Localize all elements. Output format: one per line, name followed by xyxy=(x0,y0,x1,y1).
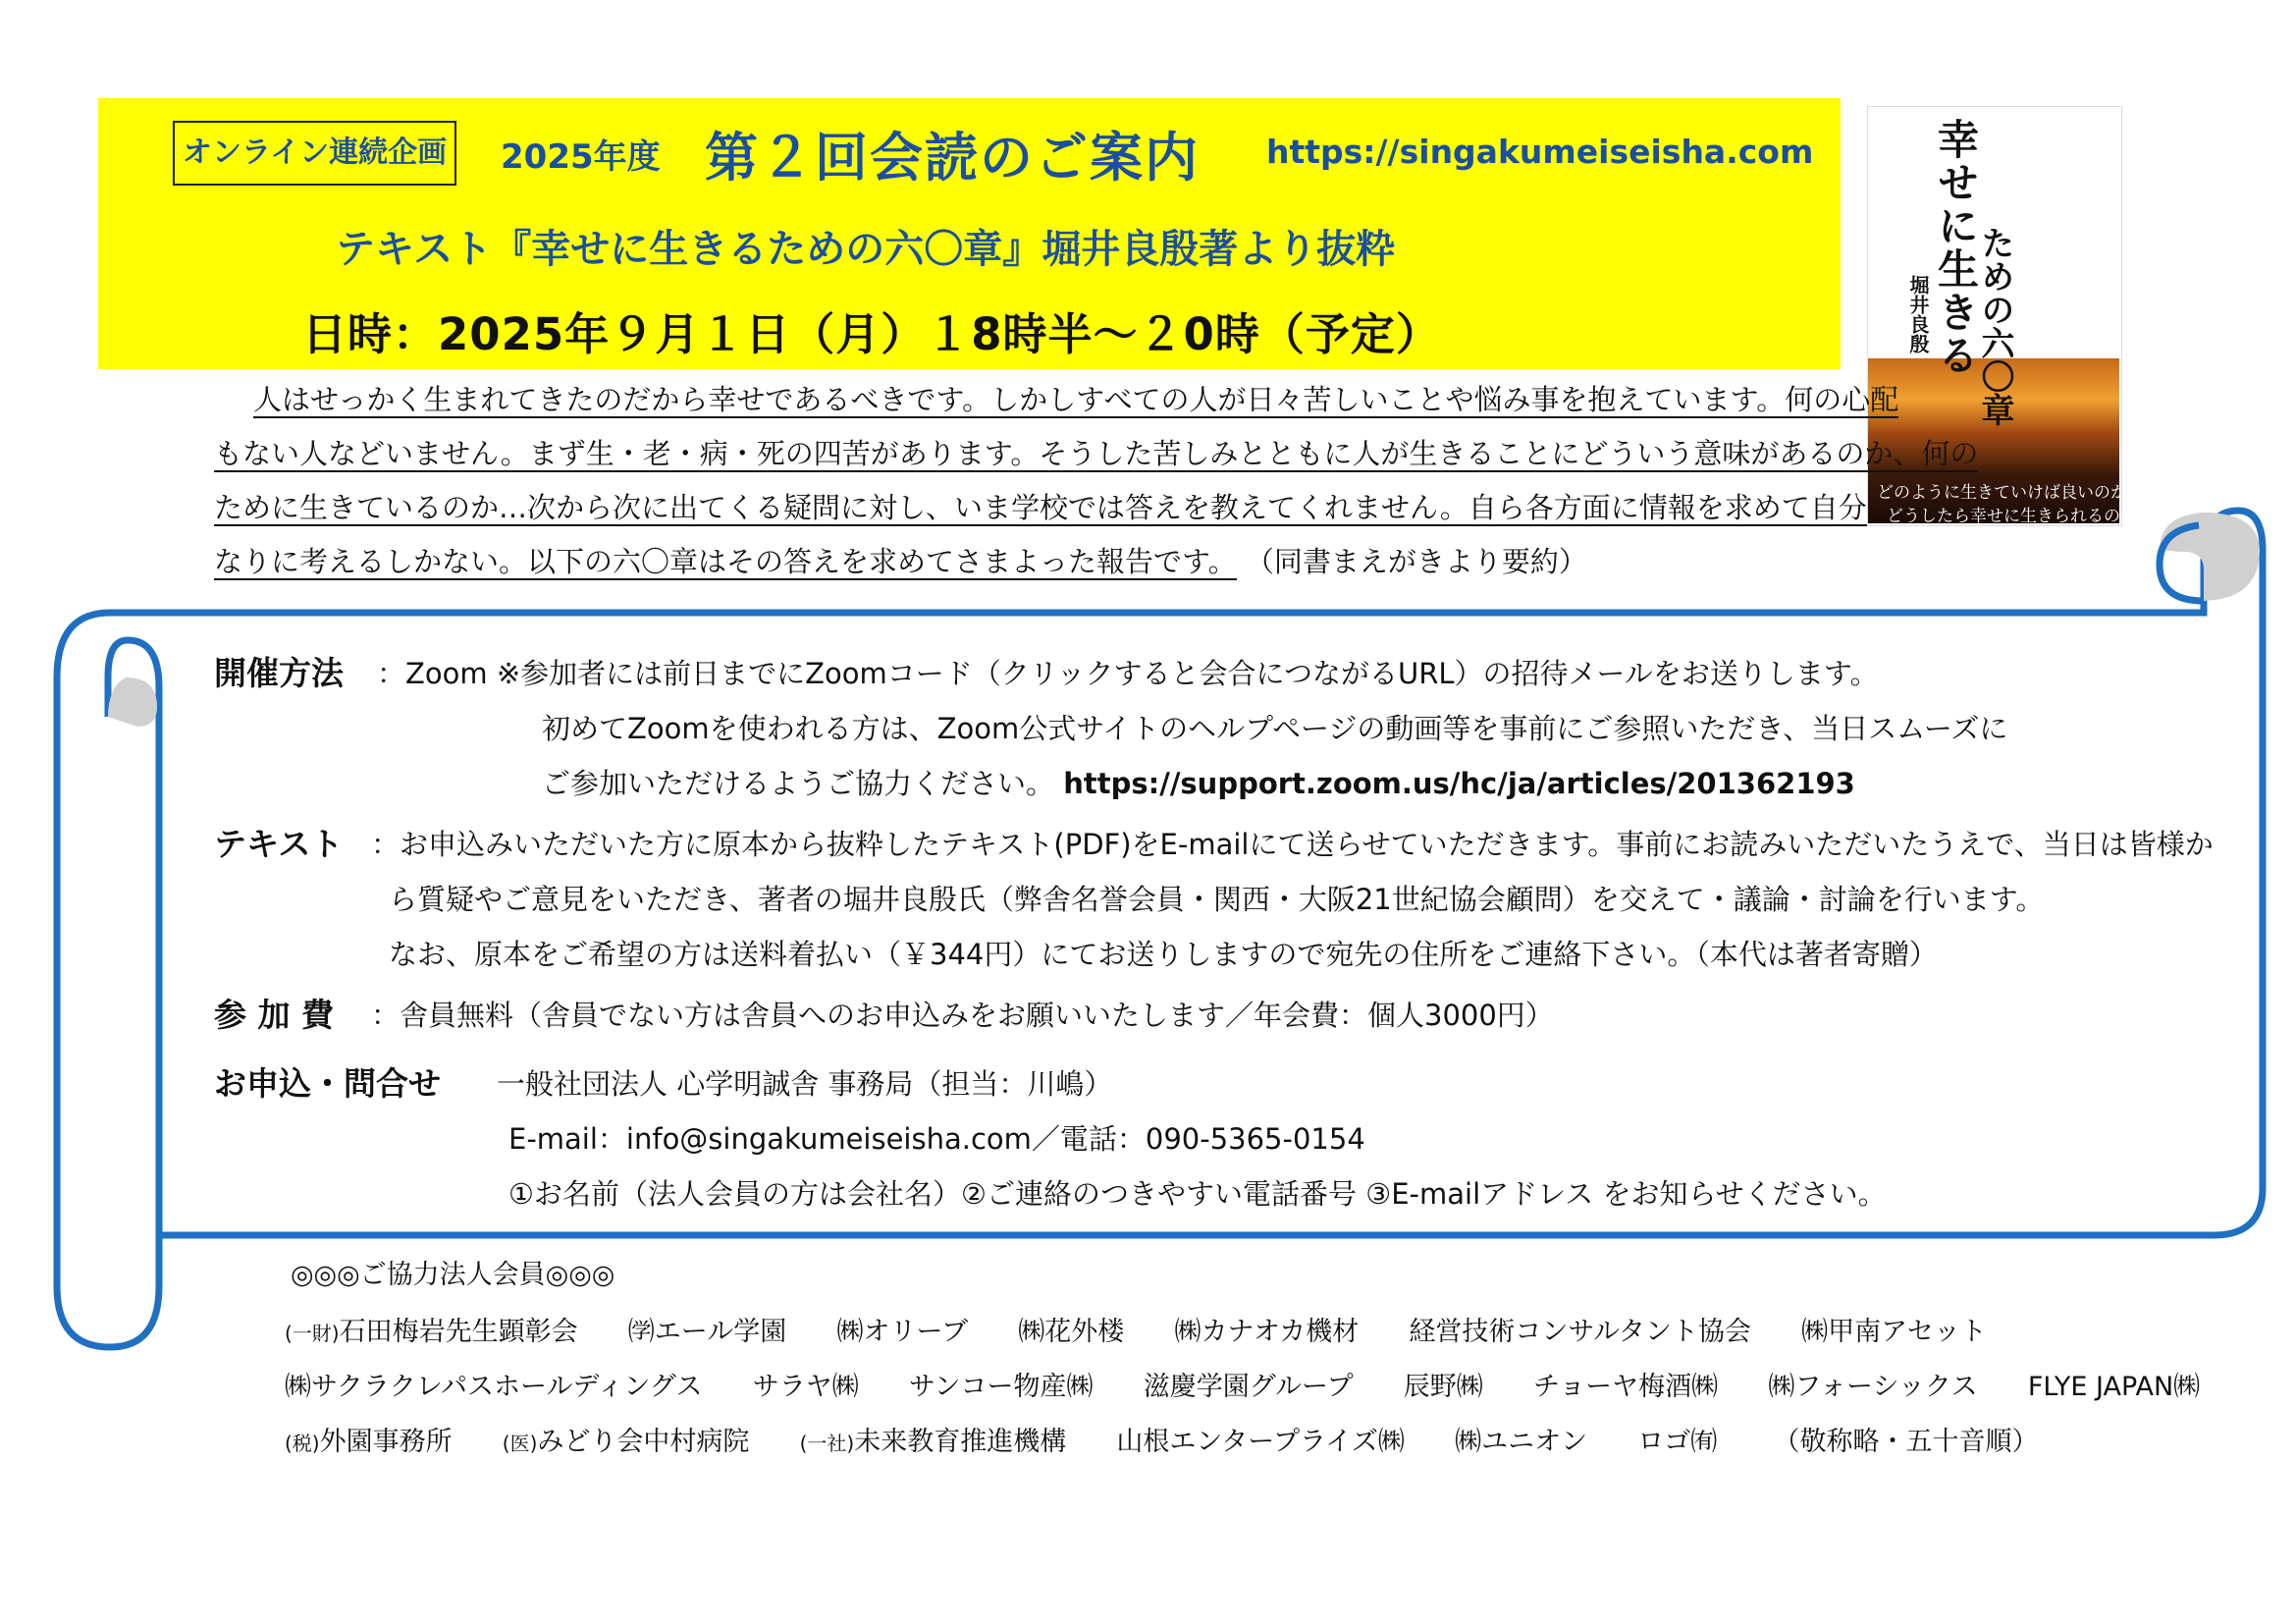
member-item: ㈻エール学園 xyxy=(627,1317,787,1347)
fee-label: 参 加 費 xyxy=(214,996,334,1034)
member-item: (医)みどり会中村病院 xyxy=(502,1427,750,1457)
book-title-2: ための六〇章 xyxy=(1975,226,2014,426)
contact-organization: 一般社団法人 心学明誠舎 事務局（担当：川嶋） xyxy=(497,1067,1113,1101)
member-item: ㈱花外楼 xyxy=(1018,1317,1125,1347)
intro-line-2: もない人などいません。まず生・老・病・死の四苦があります。そうした苦しみとともに人が生きることにどういう意味があるのか、何の xyxy=(214,437,1979,470)
fiscal-year: 2025年度 xyxy=(501,137,661,177)
intro-line-3: ために生きているのか…次から次に出てくる疑問に対し、いま学校では答えを教えてくれません。自ら各方面に情報を求めて自分 xyxy=(214,491,1867,524)
member-item: サラヤ㈱ xyxy=(752,1372,859,1402)
member-item: 経営技術コンサルタント協会 xyxy=(1409,1317,1751,1347)
page-title: 第２回会読のご案内 xyxy=(705,127,1200,189)
member-item: (一財)石田梅岩先生顕彰会 xyxy=(285,1317,578,1347)
member-item: 山根エンタープライズ㈱ xyxy=(1116,1427,1405,1457)
intro-note: （同書まえがきより要約） xyxy=(1245,545,1587,578)
method-line-2: 初めてZoomを使われる方は、Zoom公式サイトのヘルプページの動画等を事前にご参照いただき、当日スムーズに xyxy=(542,712,2008,745)
contact-instructions: ①お名前（法人会員の方は会社名）②ご連絡のつきやすい電話番号 ③E-mailアドレス をお知らせください。 xyxy=(508,1177,1887,1211)
member-item: ㈱オリーブ xyxy=(836,1317,969,1347)
contact-label: お申込・問合せ xyxy=(214,1064,441,1103)
member-item: ㈱サクラクレパスホールディングス xyxy=(285,1372,703,1402)
member-item: チョーヤ梅酒㈱ xyxy=(1532,1372,1719,1402)
contact-email-phone[interactable]: E-mail：info@singakumeiseisha.com／電話：090-5365-0154 xyxy=(508,1122,1365,1156)
members-order-note: （敬称略・五十音順） xyxy=(1773,1427,2039,1457)
method-label: 開催方法 xyxy=(214,654,344,692)
book-cover-line-2: どうしたら幸せに生きられるのか xyxy=(1887,507,2137,526)
member-item: ロゴ㈲ xyxy=(1637,1427,1718,1457)
text-line-3: なお、原本をご希望の方は送料着払い（￥344円）にてお送りしますので宛先の住所をご連絡下さい。（本代は著者寄贈） xyxy=(389,938,1938,971)
series-badge: オンライン連続企画 xyxy=(173,121,456,186)
website-link[interactable]: https://singakumeiseisha.com xyxy=(1266,133,1814,171)
member-item: ㈱カナオカ機材 xyxy=(1174,1317,1360,1347)
member-item: FLYE JAPAN㈱ xyxy=(2027,1372,2201,1402)
member-item: 辰野㈱ xyxy=(1403,1372,1483,1402)
intro-line-4: なりに考えるしかない。以下の六〇章はその答えを求めてさまよった報告です。 （同書まえがきより要約） xyxy=(214,545,1587,578)
member-item: (一社)未来教育推進機構 xyxy=(799,1427,1067,1457)
intro-line-1: 人はせっかく生まれてきたのだから幸せであるべきです。しかしすべての人が日々苦しいことや悩み事を抱えています。何の心配 xyxy=(253,383,1899,416)
members-row-2 xyxy=(285,1365,2200,1403)
book-title-1: 幸せに生きる xyxy=(1932,118,1980,377)
fee-text: ：舎員無料（舎員でない方は舎員へのお申込みをお願いいたします／年会費：個人3000円） xyxy=(371,999,1554,1032)
book-author: 堀井良殷 xyxy=(1906,275,1930,353)
member-item: ㈱甲南アセット xyxy=(1801,1317,1987,1347)
members-row-3 xyxy=(285,1420,2038,1458)
text-line-2: ら質疑やご意見をいただき、著者の堀井良殷氏（弊舎名誉会員・関西・大阪21世紀協会顧問）を交えて・議論・討論を行います。 xyxy=(389,883,2045,916)
zoom-help-link[interactable]: https://support.zoom.us/hc/ja/articles/201362193 xyxy=(1063,767,1855,800)
method-line-3: ご参加いただけるようご協力ください。 https://support.zoom.us/hc/ja/articles/201362193 xyxy=(542,767,1855,800)
event-datetime: 日時：2025年９月１日（月）１8時半～２0時（予定） xyxy=(302,308,1441,360)
member-item: 滋慶学園グループ xyxy=(1143,1372,1354,1402)
text-line-1: ：お申込みいただいた方に原本から抜粋したテキスト(PDF)をE-mailにて送らせていただきます。事前にお読みいただいたうえで、当日は皆様か xyxy=(371,828,2214,861)
method-line-1: ：Zoom ※参加者には前日までにZoomコード（クリックすると会合につながるURL）の招待メールをお送りします。 xyxy=(377,657,1879,690)
member-item: ㈱ユニオン xyxy=(1455,1427,1588,1457)
members-row-1 xyxy=(285,1310,1987,1348)
members-heading: ◎◎◎ご協力法人会員◎◎◎ xyxy=(291,1260,615,1290)
member-item: サンコー物産㈱ xyxy=(908,1372,1094,1402)
text-subtitle: テキスト『幸せに生きるための六〇章』堀井良殷著より抜粋 xyxy=(336,227,1396,272)
text-label: テキスト xyxy=(214,825,344,863)
member-item: ㈱フォーシックス xyxy=(1768,1372,1978,1402)
book-cover-line-1: どのように生きていけば良いのか、 xyxy=(1877,483,2144,503)
member-item: (税)外園事務所 xyxy=(285,1427,453,1457)
